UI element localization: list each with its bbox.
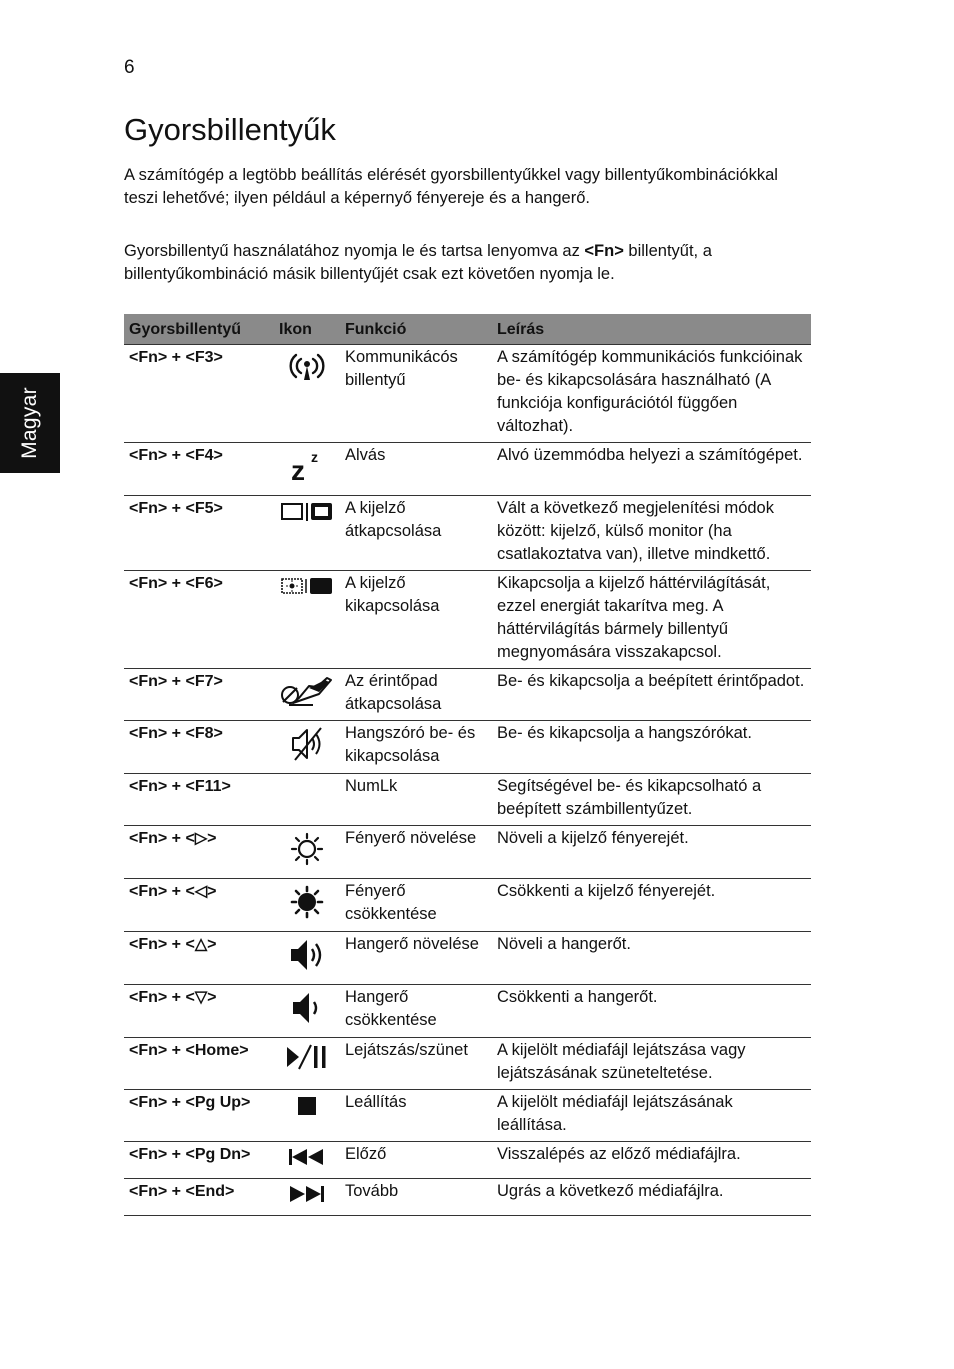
table-row (124, 826, 811, 879)
function-cell: Lejátszás/szünet (340, 1038, 492, 1090)
table-row (124, 1038, 811, 1090)
icon-cell (274, 721, 340, 774)
brightness-down-icon (289, 884, 325, 920)
icon-cell (274, 985, 340, 1038)
table-row (124, 985, 811, 1038)
icon-cell (274, 1142, 340, 1179)
icon-cell (274, 669, 340, 721)
description-cell: Visszalépés az előző médiafájlra. (492, 1142, 811, 1179)
description-cell: A kijelölt médiafájl lejátszása vagy lejátszásának szüneteltetése. (492, 1038, 811, 1090)
volume-up-icon (287, 937, 327, 973)
table-row (124, 669, 811, 721)
function-cell: Alvás (340, 443, 492, 496)
icon-cell (274, 879, 340, 932)
table-row (124, 774, 811, 826)
intro-text-after: billentyűt, a billentyűkombináció másik billentyűjét csak ezt követően nyomja le. (124, 242, 712, 283)
table-row (124, 1090, 811, 1142)
hotkey-cell: <Fn> + <F5> (124, 496, 274, 571)
description-cell: A kijelölt médiafájl lejátszásának leállítása. (492, 1090, 811, 1142)
next-icon (287, 1184, 327, 1204)
description-cell: Be- és kikapcsolja a beépített érintőpadot. (492, 669, 811, 721)
hotkey-cell: <Fn> + <F11> (124, 774, 274, 826)
hotkey-cell: <Fn> + <F3> (124, 345, 274, 443)
intro-text-before: Gyorsbillentyű használatához nyomja le és tartsa lenyomva az (124, 242, 585, 260)
hotkey-cell: <Fn> + <F8> (124, 721, 274, 774)
intro-fn-key: <Fn> (584, 242, 624, 260)
hotkey-cell: <Fn> + <Pg Dn> (124, 1142, 274, 1179)
description-cell: Segítségével be- és kikapcsolható a beépített számbillentyűzet. (492, 774, 811, 826)
icon-cell (274, 571, 340, 669)
language-tab (0, 373, 60, 473)
brightness-up-icon (289, 831, 325, 867)
description-cell: Csökkenti a hangerőt. (492, 985, 811, 1038)
play-pause-icon (285, 1043, 329, 1071)
function-cell: Kommunikácós billentyű (340, 345, 492, 443)
hotkey-cell: <Fn> + <F6> (124, 571, 274, 669)
hotkey-table-body (124, 345, 811, 1216)
description-cell: Vált a következő megjelenítési módok között: kijelző, külső monitor (ha csatlakoztatva van), illetve mindkettő. (492, 496, 811, 571)
icon-cell (274, 1179, 340, 1216)
table-row (124, 443, 811, 496)
description-cell: Növeli a hangerőt. (492, 932, 811, 985)
wireless-icon (287, 350, 327, 384)
page-title: Gyorsbillentyűk (124, 112, 336, 147)
stop-icon (296, 1095, 318, 1117)
table-row (124, 571, 811, 669)
volume-down-icon (287, 990, 327, 1026)
table-row (124, 345, 811, 443)
display-off-icon (280, 576, 334, 596)
function-cell: A kijelző átkapcsolása (340, 496, 492, 571)
intro-paragraph-fn (124, 240, 814, 286)
description-cell: Növeli a kijelző fényerejét. (492, 826, 811, 879)
icon-cell (274, 443, 340, 496)
touchpad-toggle-icon (279, 674, 335, 708)
table-row (124, 721, 811, 774)
icon-cell (274, 774, 340, 826)
table-row (124, 932, 811, 985)
table-row (124, 879, 811, 932)
hotkey-cell: <Fn> + <▽> (124, 985, 274, 1038)
table-row (124, 1142, 811, 1179)
function-cell: Előző (340, 1142, 492, 1179)
page-number: 6 (124, 57, 135, 78)
header-description: Leírás (492, 314, 811, 345)
icon-cell (274, 932, 340, 985)
icon-cell (274, 496, 340, 571)
function-cell: Leállítás (340, 1090, 492, 1142)
description-cell: Ugrás a következő médiafájlra. (492, 1179, 811, 1216)
hotkey-cell: <Fn> + <▷> (124, 826, 274, 879)
function-cell: Hangerő növelése (340, 932, 492, 985)
icon-cell (274, 1038, 340, 1090)
hotkey-cell: <Fn> + <Pg Up> (124, 1090, 274, 1142)
function-cell: Fényerő csökkentése (340, 879, 492, 932)
header-icon: Ikon (274, 314, 340, 345)
svg-text:z: z (291, 455, 305, 484)
display-switch-icon (280, 501, 334, 523)
hotkey-cell: <Fn> + <F7> (124, 669, 274, 721)
hotkey-cell: <Fn> + <End> (124, 1179, 274, 1216)
header-function: Funkció (340, 314, 492, 345)
icon-cell (274, 826, 340, 879)
table-row (124, 1179, 811, 1216)
hotkey-cell: <Fn> + <△> (124, 932, 274, 985)
hotkey-cell: <Fn> + <Home> (124, 1038, 274, 1090)
icon-cell (274, 1090, 340, 1142)
table-header-row (124, 314, 811, 345)
function-cell: Hangszóró be- és kikapcsolása (340, 721, 492, 774)
header-hotkey: Gyorsbillentyű (124, 314, 274, 345)
hotkey-cell: <Fn> + <◁> (124, 879, 274, 932)
previous-icon (287, 1147, 327, 1167)
hotkey-table (124, 314, 811, 1216)
description-cell: Alvó üzemmódba helyezi a számítógépet. (492, 443, 811, 496)
function-cell: A kijelző kikapcsolása (340, 571, 492, 669)
description-cell: Csökkenti a kijelző fényerejét. (492, 879, 811, 932)
description-cell: Be- és kikapcsolja a hangszórókat. (492, 721, 811, 774)
function-cell: Hangerő csökkentése (340, 985, 492, 1038)
function-cell: NumLk (340, 774, 492, 826)
function-cell: Fényerő növelése (340, 826, 492, 879)
language-tab-label: Magyar (18, 387, 42, 459)
description-cell: A számítógép kommunikációs funkcióinak be- és kikapcsolására használható (A funkciója konfigurációtól függően változhat). (492, 345, 811, 443)
function-cell: Tovább (340, 1179, 492, 1216)
svg-text:z: z (311, 449, 318, 465)
sleep-icon (287, 448, 327, 484)
intro-paragraph: A számítógép a legtöbb beállítás elérését gyorsbillentyűkkel vagy billentyűkombinációkkal teszi lehetővé; ilyen például a képernyő fényereje és a hangerő. (124, 166, 778, 207)
speaker-mute-icon (287, 726, 327, 762)
function-cell: Az érintőpad átkapcsolása (340, 669, 492, 721)
hotkey-cell: <Fn> + <F4> (124, 443, 274, 496)
description-cell: Kikapcsolja a kijelző háttérvilágítását, ezzel energiát takarítva meg. A háttérvilágítás bármely billentyű megnyomására visszakapcsol. (492, 571, 811, 669)
table-row (124, 496, 811, 571)
icon-cell (274, 345, 340, 443)
